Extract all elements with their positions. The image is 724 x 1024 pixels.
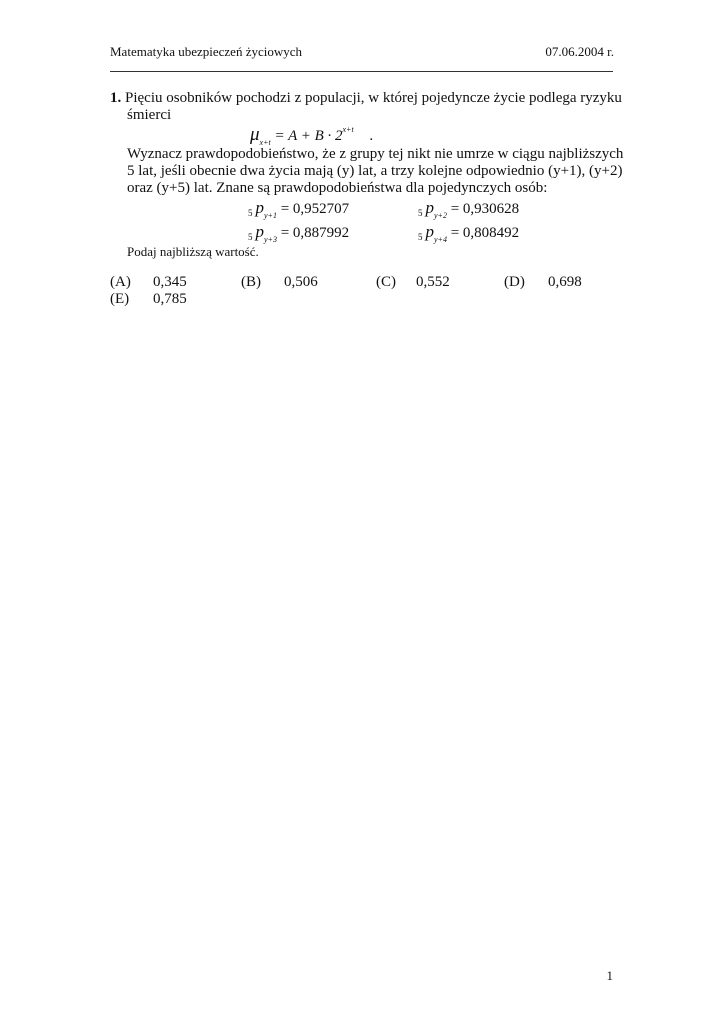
formula-mu-subscript: x+t: [259, 138, 271, 147]
instruction-text: Podaj najbliższą wartość.: [127, 244, 259, 259]
probability-y4: $_5$ $p_{y+4} = 0,808492$: [418, 222, 520, 244]
question-line1: Wyznacz prawdopodobieństwo, że z grupy tej nikt nie umrze w ciągu najbliższych: [127, 146, 624, 162]
answer-d-value: 0,698: [548, 274, 582, 290]
probability-value: = 0,930628: [450, 201, 520, 217]
problem-number: 1.: [110, 90, 122, 106]
formula-exponent: x+t: [342, 125, 354, 134]
hazard-formula: [250, 124, 373, 146]
answer-d-label: (D): [504, 274, 525, 290]
header-date: 07.06.2004 r.: [545, 44, 614, 59]
header-rule: [110, 71, 613, 72]
question-line3: oraz (y+5) lat. Znane są prawdopodobieństwa dla pojedynczych osób:: [127, 180, 548, 196]
probability-y1: $_5$ $p_{y+1} = 0,952707$: [248, 198, 350, 220]
probability-value: = 0,952707: [280, 201, 350, 217]
answer-c-label: (C): [376, 274, 396, 290]
formula-mu: μ: [250, 124, 260, 145]
header-title: Matematyka ubezpieczeń życiowych: [110, 44, 303, 59]
answer-a-label: (A): [110, 274, 131, 290]
answer-a-value: 0,345: [153, 274, 187, 290]
answer-e-value: 0,785: [153, 291, 187, 307]
page-number: 1: [606, 968, 613, 983]
answer-e-label: (E): [110, 291, 130, 307]
probability-y3: $_5$ $p_{y+3} = 0,887992$: [248, 222, 350, 244]
problem-intro-line2: śmierci: [127, 107, 172, 123]
answer-b-value: 0,506: [284, 274, 318, 290]
formula-rhs: = A + B · 2: [274, 128, 343, 144]
answer-b-label: (B): [241, 274, 261, 290]
answer-c-value: 0,552: [416, 274, 450, 290]
probability-value: = 0,887992: [280, 225, 350, 241]
question-line2: 5 lat, jeśli obecnie dwa życia mają (y) lat, a trzy kolejne odpowiednio (y+1), (y+2): [127, 163, 623, 179]
probability-value: = 0,808492: [450, 225, 520, 241]
probability-y2: $_5$ $p_{y+2} = 0,930628$: [418, 198, 520, 220]
formula-period: .: [369, 128, 374, 144]
problem-intro-text: Pięciu osobników pochodzi z populacji, w której pojedyncze życie podlega ryzyku: [125, 90, 622, 106]
problem-intro-line1: [110, 90, 622, 107]
